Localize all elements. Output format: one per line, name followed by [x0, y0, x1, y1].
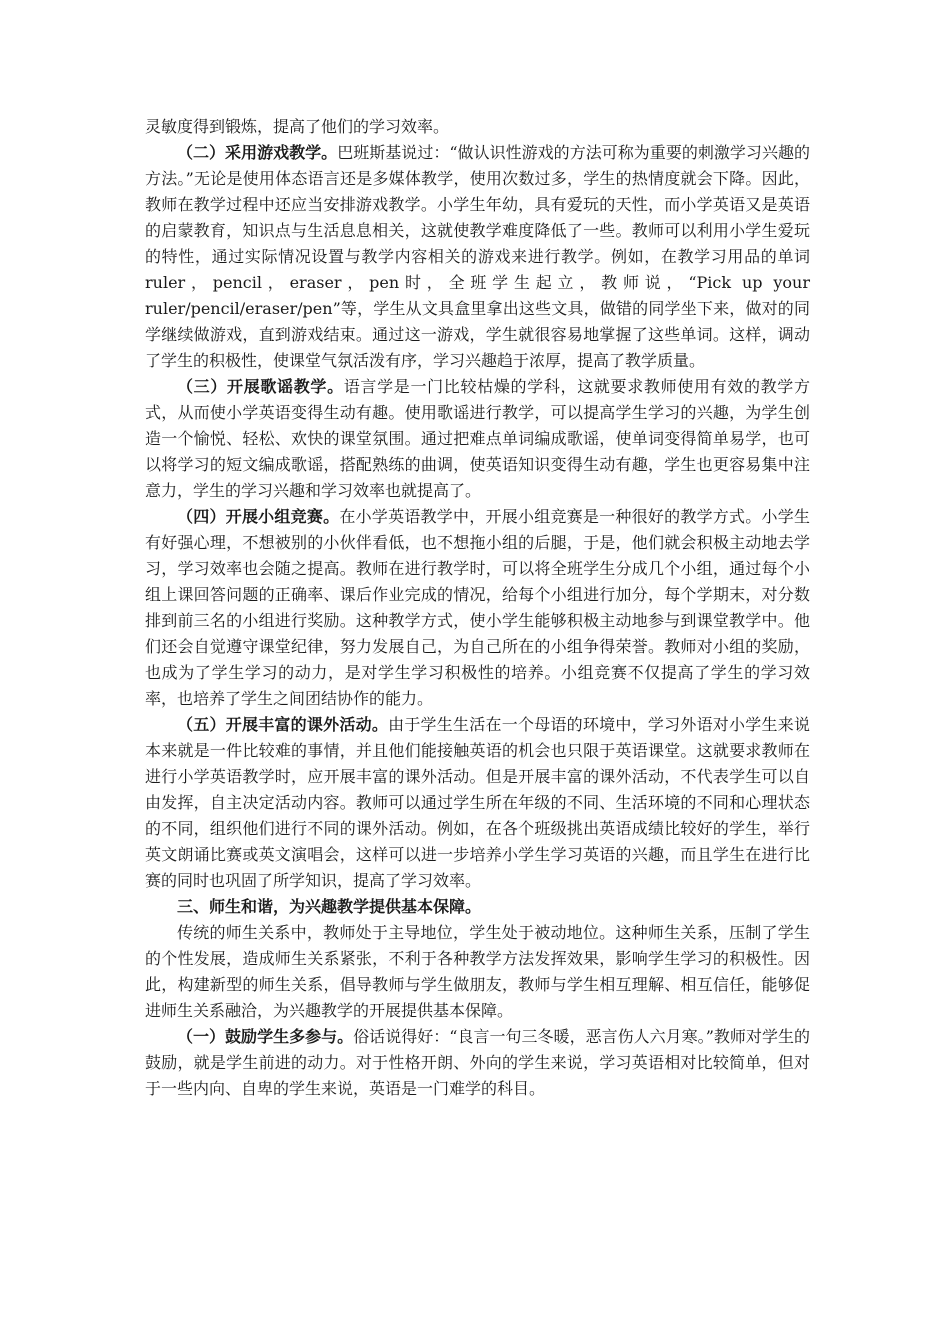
paragraph-extracurricular — [145, 712, 810, 894]
paragraph-body: 在小学英语教学中，开展小组竞赛是一种很好的教学方式。小学生有好强心理，不想被别的小伙伴看低，也不想拖小组的后腿，于是，他们就会积极主动地去学习，学习效率也会随之提高。教师在进行教学时，可以将全班学生分成几个小组，通过每个小组上课回答问题的正确率、课后作业完成的情况，给每个小组进行加分，每个学期末，对分数排到前三名的小组进行奖励。这种教学方式，使小学生能够积极主动地参与到课堂教学中。他们还会自觉遵守课堂纪律，努力发展自己，为自己所在的小组争得荣誉。教师对小组的奖励，也成为了学生学习的动力，是对学生学习积极性的培养。小组竞赛不仅提高了学生的学习效率，也培养了学生之间团结协作的能力。 — [145, 507, 810, 708]
paragraph-body: 俗话说得好：“良言一句三冬暖，恶言伤人六月寒。”教师对学生的鼓励，就是学生前进的动力。对于性格开朗、外向的学生来说，学习英语相对比较简单，但对于一些内向、自卑的学生来说，英语是一门难学的科目。 — [145, 1027, 810, 1098]
paragraph-heading: （一）鼓励学生多参与。 — [177, 1027, 354, 1046]
paragraph-encourage-participation — [145, 1024, 810, 1102]
paragraph-body: 灵敏度得到锻炼，提高了他们的学习效率。 — [145, 117, 450, 136]
document-page — [145, 114, 810, 1102]
paragraph-game-teaching — [145, 140, 810, 374]
paragraph-continuation — [145, 114, 810, 140]
paragraph-heading: （二）采用游戏教学。 — [177, 143, 338, 162]
paragraph-heading: （三）开展歌谣教学。 — [177, 377, 344, 396]
paragraph-group-competition — [145, 504, 810, 712]
paragraph-heading: （五）开展丰富的课外活动。 — [177, 715, 389, 734]
section-heading: 三、师生和谐，为兴趣教学提供基本保障。 — [177, 897, 482, 916]
paragraph-heading: （四）开展小组竞赛。 — [177, 507, 340, 526]
paragraph-body: 巴班斯基说过：“做认识性游戏的方法可称为重要的刺激学习兴趣的方法。”无论是使用体态语言还是多媒体教学，使用次数过多，学生的热情度就会下降。因此，教师在教学过程中还应当安排游戏教学。小学生年幼，具有爱玩的天性，而小学英语又是英语的启蒙教育，知识点与生活息息相关，这就使教学难度降低了一些。教师可以利用小学生爱玩的特性，通过实际情况设置与教学内容相关的游戏来进行教学。例如，在教学习用品的单词ruler，pencil，eraser，pen时，全班学生起立，教师说，“Pick up your ruler/pencil/eraser/pen”等，学生从文具盒里拿出这些文具，做错的同学坐下来，做对的同学继续做游戏，直到游戏结束。通过这一游戏，学生就很容易地掌握了这些单词。这样，调动了学生的积极性，使课堂气氛活泼有序，学习兴趣趋于浓厚，提高了教学质量。 — [145, 143, 810, 370]
paragraph-body: 语言学是一门比较枯燥的学科，这就要求教师使用有效的教学方式，从而使小学英语变得生动有趣。使用歌谣进行教学，可以提高学生学习的兴趣，为学生创造一个愉悦、轻松、欢快的课堂氛围。通过把难点单词编成歌谣，使单词变得简单易学，也可以将学习的短文编成歌谣，搭配熟练的曲调，使英语知识变得生动有趣，学生也更容易集中注意力，学生的学习兴趣和学习效率也就提高了。 — [145, 377, 810, 500]
paragraph-body: 传统的师生关系中，教师处于主导地位，学生处于被动地位。这种师生关系，压制了学生的个性发展，造成师生关系紧张，不利于各种教学方法发挥效果，影响学生学习的积极性。因此，构建新型的师生关系，倡导教师与学生做朋友，教师与学生相互理解、相互信任，能够促进师生关系融洽，为兴趣教学的开展提供基本保障。 — [145, 923, 810, 1020]
paragraph-body: 由于学生生活在一个母语的环境中，学习外语对小学生来说本来就是一件比较难的事情，并且他们能接触英语的机会也只限于英语课堂。这就要求教师在进行小学英语教学时，应开展丰富的课外活动。但是开展丰富的课外活动，不代表学生可以自由发挥，自主决定活动内容。教师可以通过学生所在年级的不同、生活环境的不同和心理状态的不同，组织他们进行不同的课外活动。例如，在各个班级挑出英语成绩比较好的学生，举行英文朗诵比赛或英文演唱会，这样可以进一步培养小学生学习英语的兴趣，而且学生在进行比赛的同时也巩固了所学知识，提高了学习效率。 — [145, 715, 810, 890]
paragraph-teacher-student-relation — [145, 920, 810, 1024]
paragraph-rhyme-teaching — [145, 374, 810, 504]
